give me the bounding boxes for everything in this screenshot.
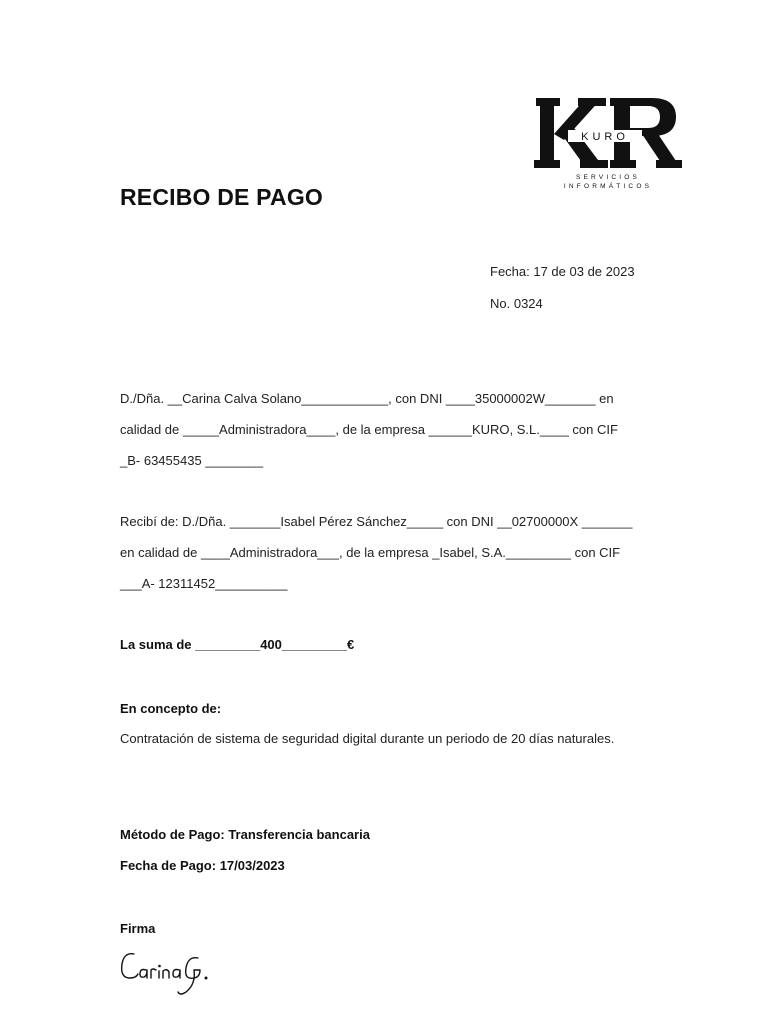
receipt-date: Fecha: 17 de 03 de 2023 bbox=[490, 264, 635, 279]
amount-line: La suma de _________400_________€ bbox=[120, 637, 355, 652]
payee-line-3: _B- 63455435 ________ bbox=[120, 453, 264, 468]
page-title: RECIBO DE PAGO bbox=[120, 184, 324, 210]
payee-line-1: D./Dña. __Carina Calva Solano____________, con DNI ____35000002W_______ en bbox=[120, 391, 614, 406]
logo-tagline-1: SERVICIOS bbox=[575, 174, 641, 181]
signature-label: Firma bbox=[120, 921, 156, 936]
kuro-logo bbox=[530, 94, 690, 192]
receipt-number: No. 0324 bbox=[490, 296, 543, 311]
payment-date: Fecha de Pago: 17/03/2023 bbox=[120, 858, 285, 873]
logo-tagline-2: INFORMÁTICOS bbox=[563, 183, 653, 190]
payer-line-1: Recibí de: D./Dña. _______Isabel Pérez Sánchez_____ con DNI __02700000X _______ bbox=[120, 514, 633, 529]
payer-line-3: ___A- 12311452__________ bbox=[120, 576, 288, 591]
payment-method: Método de Pago: Transferencia bancaria bbox=[120, 827, 370, 842]
kuro-logo-graphic bbox=[530, 94, 690, 192]
concept-text: Contratación de sistema de seguridad digital durante un periodo de 20 días naturales. bbox=[120, 731, 615, 746]
concept-heading: En concepto de: bbox=[120, 701, 222, 716]
payer-line-2: en calidad de ____Administradora___, de la empresa _Isabel, S.A._________ con CIF bbox=[120, 545, 621, 560]
handwritten-signature bbox=[116, 944, 226, 1000]
signature-graphic bbox=[116, 944, 226, 1000]
payee-line-2: calidad de _____Administradora____, de la empresa ______KURO, S.L.____ con CIF bbox=[120, 422, 618, 437]
logo-brand-name: KURO bbox=[581, 131, 629, 143]
